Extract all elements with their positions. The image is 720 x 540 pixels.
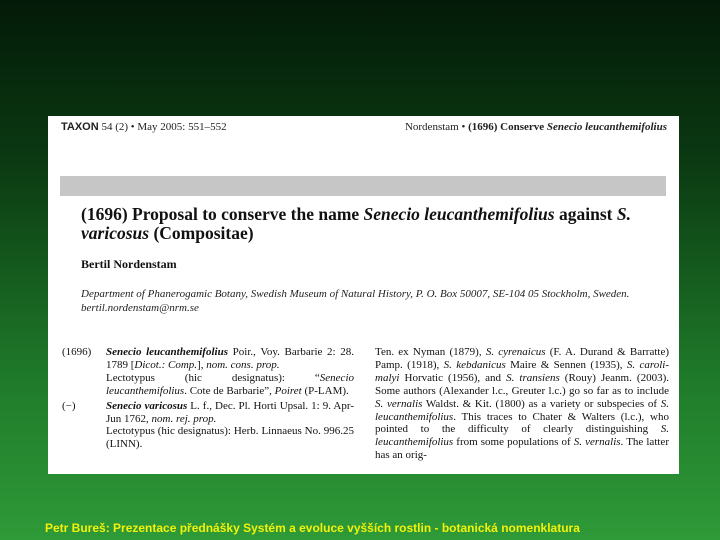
taxon-name: S. caroli-malyi (375, 358, 670, 384)
body-text: (F. A. Durand & Barratte) Pamp. (1918), (375, 346, 669, 371)
running-header-left (61, 121, 227, 133)
taxon-name: S. vernalis (375, 397, 423, 410)
taxon-name: S. leucanthemifolius (375, 397, 669, 423)
entry-number: (1696) (62, 346, 92, 358)
body-text: Waldst. & Kit. (1800) as a variety or subspecies of (422, 397, 661, 410)
body-text: Ten. ex Nyman (1879), (375, 346, 486, 358)
journal-citation: 54 (2) • May 2005: 551–552 (101, 121, 227, 133)
taxon-name: S. cyrenaicus (485, 346, 546, 358)
journal-name: TAXON (61, 121, 99, 133)
section-bar (60, 176, 666, 196)
body-text: . The latter has an orig- (375, 436, 669, 462)
running-header-right (405, 121, 667, 133)
body-text: Horvatic (1956), and (399, 371, 507, 384)
header-proposal-ref: (1696) Conserve (468, 121, 545, 133)
entry-number: (−) (62, 399, 76, 412)
nomenclature-entry-rejected: (−) Senecio varicosus L. f., Dec. Pl. Horti Upsal. 1: 9. Apr-Jun 1762, nom. rej. prop. Lectotypus (hic designatus): Herb. Linnaeus No. 996.25 (LINN). (62, 399, 354, 451)
body-text: Maire & Sennen (1935), (505, 358, 627, 371)
header-author: Nordenstam • (404, 121, 466, 133)
header-taxon-name: Senecio leucanthemifolius (546, 121, 667, 133)
body-text: from some populations of (453, 436, 574, 449)
taxon-name: S. transiens (506, 371, 560, 384)
taxon-name: S. vernalis (573, 436, 621, 449)
entry-name: Senecio leucanthemifolius (106, 346, 228, 358)
author-affiliation: Department of Phanerogamic Botany, Swedish Museum of Natural History, P. O. Box 50007, SE-104 05 Stockholm, Sweden. bertil.nordenstam@nrm.se (81, 288, 630, 314)
document-page (48, 116, 679, 474)
entry-status: nom. cons. prop. (206, 358, 280, 371)
right-column-text (375, 346, 669, 462)
article-title: (1696) Proposal to conserve the name Senecio leucanthemifolius against S. varicosus (Compositae) (81, 204, 631, 243)
taxon-name: S. kebdanicus (443, 358, 506, 371)
taxon-name: S. leucanthemifolius (375, 423, 669, 449)
left-column (62, 346, 354, 451)
article-author: Bertil Nordenstam (81, 257, 177, 271)
slide-footer: Petr Bureš: Prezentace přednášky Systém a evoluce vyšších rostlin - botanická nomenklatura (45, 521, 580, 535)
entry-name: Senecio varicosus (106, 399, 188, 412)
entry-status: nom. rej. prop. (151, 412, 217, 425)
nomenclature-entry-conserved: (1696) Senecio leucanthemifolius Poir., Voy. Barbarie 2: 28. 1789 [Dicot.: Comp.], nom. cons. prop. Lectotypus (hic designatus): “Senecio leucanthemifolius. Cote de Barbarie”, Poiret (P-LAM). (62, 346, 355, 397)
body-text: (Rouy) Jeanm. (2003). Some authors (Alexander l.c., Greuter l.c.) go so far as to include (375, 371, 669, 397)
body-text: . This traces to Chater & Walters (l.c.), who pointed to the difficulty of clearly distinguishing (375, 410, 669, 436)
